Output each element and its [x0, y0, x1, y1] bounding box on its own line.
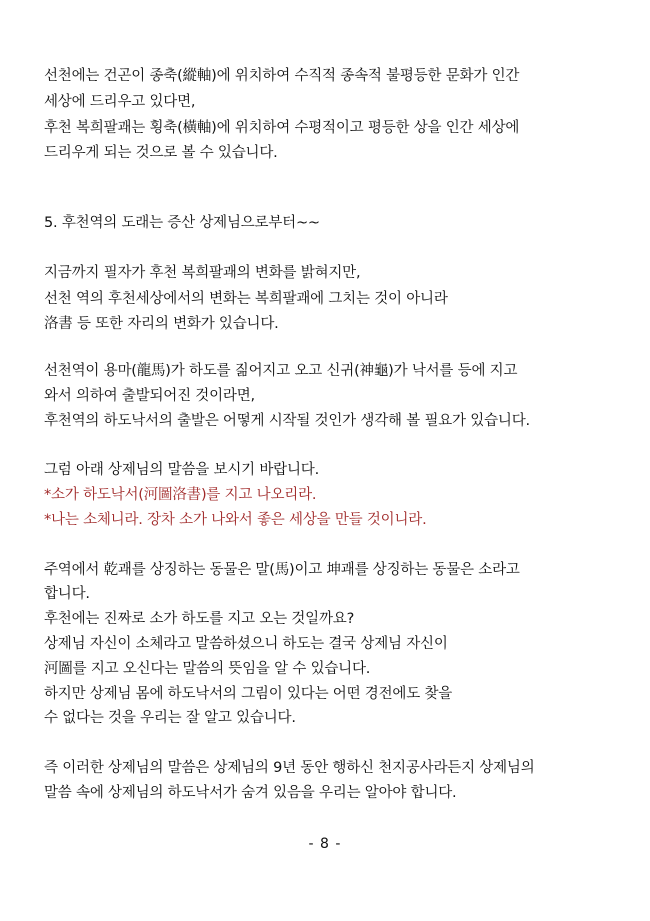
paragraph-6-line-2: 말씀 속에 상제님의 하도낙서가 숨겨 있음을 우리는 알아야 합니다.: [44, 785, 457, 801]
paragraph-3-line-2: 와서 의하여 출발되어진 것이라면,: [44, 388, 255, 404]
paragraph-2-line-2: 선천 역의 후천세상에서의 변화는 복희팔괘에 그치는 것이 아니라: [44, 291, 448, 307]
paragraph-5-line-3: 후천에는 진짜로 소가 하도를 지고 오는 것일까요?: [44, 611, 355, 627]
paragraph-2-line-1: 지금까지 필자가 후천 복희팔괘의 변화를 밝혀지만,: [44, 265, 361, 281]
section-heading: 5. 후천역의 도래는 증산 상제님으로부터~~: [44, 215, 320, 231]
paragraph-1-line-4: 드리우게 되는 것으로 볼 수 있습니다.: [44, 145, 278, 161]
paragraph-5-line-7: 수 없다는 것을 우리는 잘 알고 있습니다.: [44, 710, 296, 726]
paragraph-1-line-1: 선천에는 건곤이 종축(縱軸)에 위치하여 수직적 종속적 불평등한 문화가 인간: [44, 68, 520, 84]
quote-1: *소가 하도낙서(河圖洛書)를 지고 나오리라.: [44, 487, 317, 503]
paragraph-5-line-5: 河圖를 지고 오신다는 말씀의 뜻임을 알 수 있습니다.: [44, 661, 371, 677]
paragraph-5-line-1: 주역에서 乾괘를 상징하는 동물은 말(馬)이고 坤괘를 상징하는 동물은 소라고: [44, 562, 520, 578]
paragraph-5-line-4: 상제님 자신이 소체라고 말씀하셨으니 하도는 결국 상제님 자신이: [44, 636, 448, 652]
quote-2: *나는 소체니라. 장차 소가 나와서 좋은 세상을 만들 것이니라.: [44, 512, 427, 528]
paragraph-1-line-3: 후천 복희팔괘는 횡축(橫軸)에 위치하여 수평적이고 평등한 상을 인간 세상에: [44, 120, 520, 136]
paragraph-5-line-2: 합니다.: [44, 586, 90, 602]
paragraph-6-line-1: 즉 이러한 상제님의 말씀은 상제님의 9년 동안 행하신 천지공사라든지 상제님의: [44, 760, 535, 776]
paragraph-3-line-3: 후천역의 하도낙서의 출발은 어떻게 시작될 것인가 생각해 볼 필요가 있습니다.: [44, 413, 530, 429]
paragraph-3-line-1: 선천역이 용마(龍馬)가 하도를 짊어지고 오고 신귀(神龜)가 낙서를 등에 지고: [44, 363, 518, 379]
paragraph-4: 그럼 아래 상제님의 말씀을 보시기 바랍니다.: [44, 462, 319, 478]
paragraph-2-line-3: 洛書 등 또한 자리의 변화가 있습니다.: [44, 316, 279, 332]
paragraph-5-line-6: 하지만 상제님 몸에 하도낙서의 그림이 있다는 어떤 경전에도 찾을: [44, 686, 453, 702]
paragraph-1-line-2: 세상에 드리우고 있다면,: [44, 94, 196, 110]
page-number: - 8 -: [308, 836, 342, 852]
